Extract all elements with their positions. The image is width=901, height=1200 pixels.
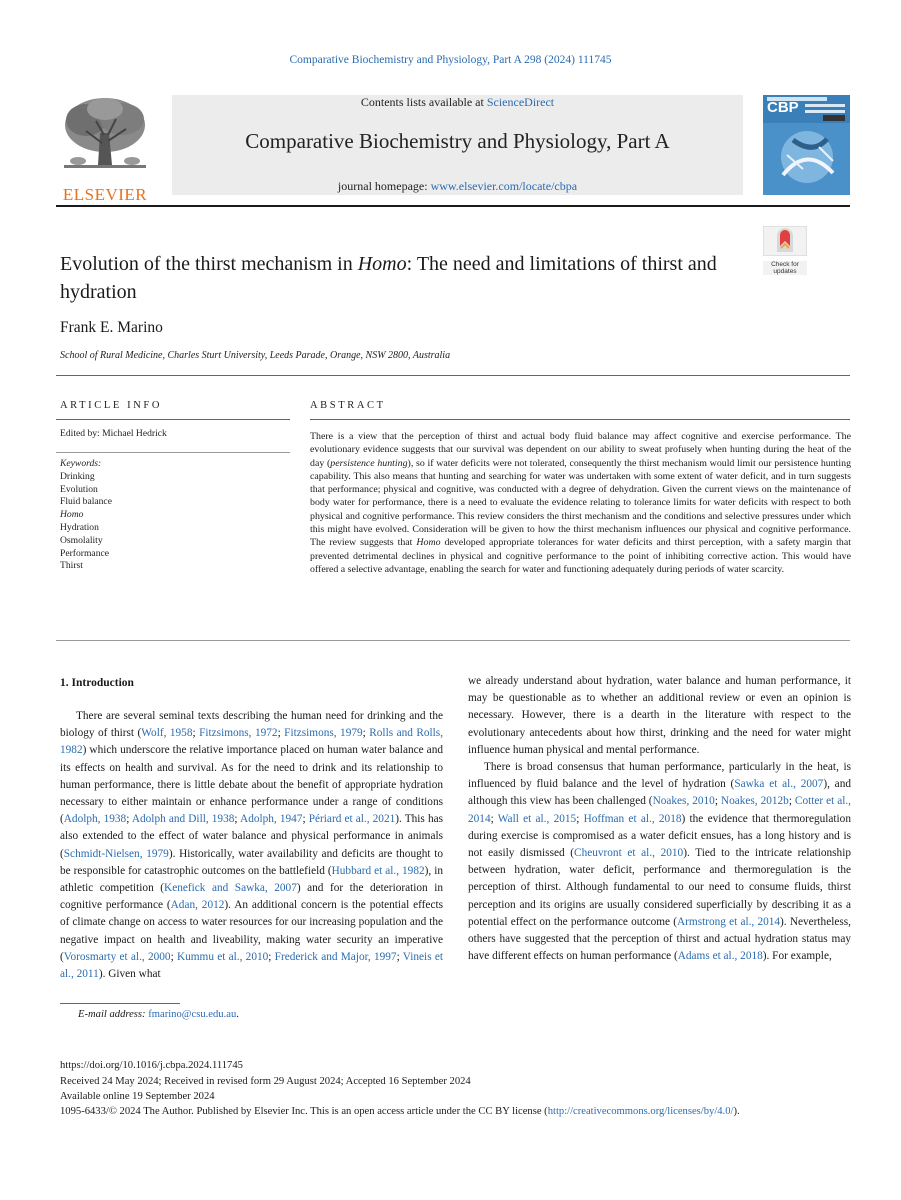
homepage-link[interactable]: www.elsevier.com/locate/cbpa [430,179,578,193]
citation-link[interactable]: Adolph, 1938 [63,813,127,826]
section-heading-introduction: 1. Introduction [60,677,134,689]
body-text: ; [302,813,309,826]
citation-link[interactable]: Frederick and Major, 1997 [274,950,397,963]
citation-link[interactable]: Sawka et al., 2007 [734,778,824,791]
intro-left-column [60,708,443,983]
citation-link[interactable]: Kummu et al., 2010 [176,950,269,963]
citation-link[interactable]: Kenefick and Sawka, 2007 [164,882,297,895]
license-link[interactable]: http://creativecommons.org/licenses/by/4.0/ [547,1106,734,1117]
edited-by-rule [56,452,290,453]
article-info-rule [56,419,290,420]
article-title [60,250,740,306]
citation-link[interactable]: Adan, 2012 [170,899,225,912]
body-text: ). This has also extended to the effect of water balance and physical performance in animals ( [60,813,444,860]
keyword-item: Fluid balance [60,496,112,508]
email-label: E-mail address: [78,1009,149,1020]
email-suffix: . [236,1009,239,1020]
keyword-item: Hydration [60,521,99,533]
citation-link[interactable]: Adolph and Dill, 1938 [131,813,235,826]
body-text: ; [170,950,177,963]
intro-paragraph-2 [468,759,851,965]
citation-link[interactable]: Armstrong et al., 2014 [676,915,781,928]
citation-link[interactable]: Hoffman et al., 2018 [583,812,682,825]
body-text: ). Historically, water availability and deficits are thought to be responsible for catastrophic outcomes on the battlefield ( [60,847,444,877]
title-rule [56,375,850,376]
citation-link[interactable]: Noakes, 2010 [652,795,715,808]
email-line [78,1009,239,1020]
elsevier-logo [56,95,154,204]
citation-link[interactable]: Vineis et al., 2011 [60,950,443,981]
abstract-rule-top [310,419,850,420]
keyword-item: Drinking [60,470,95,482]
check-for-updates-button[interactable] [763,226,807,275]
journal-banner [172,95,743,195]
body-text: ). Given what [98,968,161,981]
received-dates: Received 24 May 2024; Received in revised form 29 August 2024; Accepted 16 September 2024 [60,1076,471,1087]
journal-citation[interactable]: Comparative Biochemistry and Physiology, Part A 298 (2024) 111745 [289,54,612,66]
body-text: ; [490,812,498,825]
body-text: ; [714,795,721,808]
body-text: ). For example, [762,950,832,963]
body-text: ) the evidence that thermoregulation during exercise is compromised as a water deficit ensues, has a long history and is not easily dismissed ( [468,812,851,860]
body-text: ). An additional concern is the potential effects of climate change on access to water resources for our increasing population and the negative impact on health and liveability, making water security an imperative ( [60,899,443,963]
citation-link[interactable]: Fitzsimons, 1979 [284,727,363,740]
author-name: Frank E. Marino [60,319,163,336]
keywords-block [60,458,112,573]
body-text: ). Tied to the intricate relationship between hydration, water deficit, performance and thermoregulation is the perception of thirst. Although fundamental to our need to consume fluids, thirst perception and its origins are usually considered superficially by describing it as a potential effect on the performance outcome ( [468,847,851,928]
journal-homepage-line [172,179,743,194]
abstract-part: There is a view that the perception of thirst and actual body fluid balance may affect cognitive and exercise performance. The evolutionary evidence suggests that our survival was dependent on our ability to sweat profusely when hunting during the heat of the day ( [310,431,851,469]
intro-right-column [468,673,851,965]
cover-title: CBP [767,99,799,116]
check-updates-label: Check for updates [763,261,807,275]
body-text: There are several seminal texts describing the human need for drinking and the biology of thirst ( [60,710,443,740]
abstract-part: ), so if water deficits were not tolerated, consequently the thirst mechanism would limit our persistence hunting capability. This also means that hunting and searching for water was undertaken with some extent of water deficit, and in turn suggests that performance; physical and cognitive, was conducted with a degree of dehydration. Given the current views on the maintenance of body water for performance, there is a need to evaluate the evidence relating to tolerance limits for water deficits with respect to both physical and cognitive performance. This review considers the thirst mechanism and the conditions and selective pressures under which this might have evolved. Consideration will be given to how the thirst mechanism influences our physical and cognitive performance. The review suggests that [310,457,852,549]
citation-link[interactable]: Hubbard et al., 1982 [331,864,425,877]
intro-paragraph-1-cont: we already understand about hydration, water balance and human performance, it may be questionable as to whether an additional review or even an opinion is necessary. However, there is a dearth in the literature with respect to the evolutionary antecedents about how thirst, drinking and the need for water might influence human physical and mental performance. [468,675,851,756]
body-text: ; [277,727,285,740]
body-text: ) and for the deterioration in cognitive performance ( [60,882,444,912]
abstract-text [310,430,851,576]
body-text: ; [192,727,200,740]
keyword-item: Thirst [60,560,83,572]
body-text: ), and although this view has been challenged ( [468,778,851,808]
license-suffix: ). [733,1106,740,1117]
author-affiliation: School of Rural Medicine, Charles Sturt University, Leeds Parade, Orange, NSW 2800, Australia [60,350,451,361]
body-text: ; [126,813,132,826]
citation-link[interactable]: Cotter et al., 2014 [468,795,852,825]
intro-paragraph-1 [60,708,443,983]
body-text: ; [268,950,275,963]
citation-link[interactable]: Rolls and Rolls, 1982 [60,727,444,757]
citation-link[interactable]: Fitzsimons, 1972 [199,727,278,740]
body-text: ) which underscore the relative importance placed on human water balance and its effects on health and survival. As for the need to drink and its relationship to human performance, there is little debate about the benefit of appropriate hydration necessary to either maintain or enhance performance under a range of conditions ( [60,744,443,826]
body-text: ; [362,727,370,740]
citation-link[interactable]: Noakes, 2012b [720,795,789,808]
citation-link[interactable]: Cheuvront et al., 2010 [574,847,684,860]
sciencedirect-link[interactable]: ScienceDirect [486,95,555,109]
body-text: ; [234,813,241,826]
abstract-part: developed appropriate tolerances for water deficits and thirst perception, with a safety margin that prevented detrimental declines in physical and cognitive performance to the point of inhibiting corrective action. This would have offered a selective advantage, enabling the search for water and functioning adequately during periods of water scarcity. [310,537,851,575]
abstract-heading: ABSTRACT [310,400,386,411]
homepage-prefix: journal homepage: [337,179,431,193]
doi-link[interactable]: https://doi.org/10.1016/j.cbpa.2024.111745 [60,1060,243,1071]
title-italic: Homo [357,253,407,275]
citation-link[interactable]: Périard et al., 2021 [308,813,396,826]
check-updates-icon [763,226,807,256]
title-text-1: Evolution of the thirst mechanism in [60,253,358,275]
contents-prefix: Contents lists available at [360,95,487,109]
license-prefix: 1095-6433/© 2024 The Author. Published by Elsevier Inc. This is an open access article under the CC BY license ( [60,1106,548,1117]
citation-link[interactable]: Wolf, 1958 [141,727,193,740]
email-link[interactable]: fmarino@csu.edu.au [148,1009,237,1020]
header-rule [56,205,850,207]
abstract-italic: persistence hunting [330,457,408,469]
body-text: ; [576,812,584,825]
contents-line [172,95,743,110]
article-info-heading: ARTICLE INFO [60,400,163,411]
body-text: ). Nevertheless, others have suggested that the perception of thirst and actual hydration status may have different effects on human performance ( [468,915,851,963]
body-text: ; [396,950,403,963]
abstract-rule-bottom [56,640,850,641]
license-line [60,1106,740,1117]
citation-link[interactable]: Vorosmarty et al., 2000 [63,950,171,963]
tree-icon [56,95,154,177]
citation-link[interactable]: Adams et al., 2018 [677,950,763,963]
body-text: There is broad consensus that human performance, particularly in the heat, is influenced by fluid balance and the level of hydration ( [468,761,851,791]
keyword-item: Osmolality [60,534,103,546]
body-text: ; [788,795,795,808]
keyword-item: Evolution [60,483,98,495]
edited-by: Edited by: Michael Hedrick [60,428,167,439]
body-text: ), in athletic competition ( [60,864,443,895]
journal-cover[interactable] [763,95,850,195]
citation-link[interactable]: Wall et al., 2015 [497,812,577,825]
citation-link[interactable]: Adolph, 1947 [240,813,303,826]
footnote-rule [60,1003,180,1004]
keyword-item: Performance [60,547,110,559]
title-text-2: : The need and limitations of thirst and hydration [60,253,717,303]
elsevier-wordmark: ELSEVIER [62,185,148,204]
journal-title: Comparative Biochemistry and Physiology, Part A [245,129,670,153]
keywords-heading: Keywords: [60,458,102,469]
abstract-italic: Homo [416,537,441,549]
available-online: Available online 19 September 2024 [60,1091,215,1102]
keyword-item: Homo [60,509,84,521]
citation-link[interactable]: Schmidt-Nielsen, 1979 [63,847,169,860]
